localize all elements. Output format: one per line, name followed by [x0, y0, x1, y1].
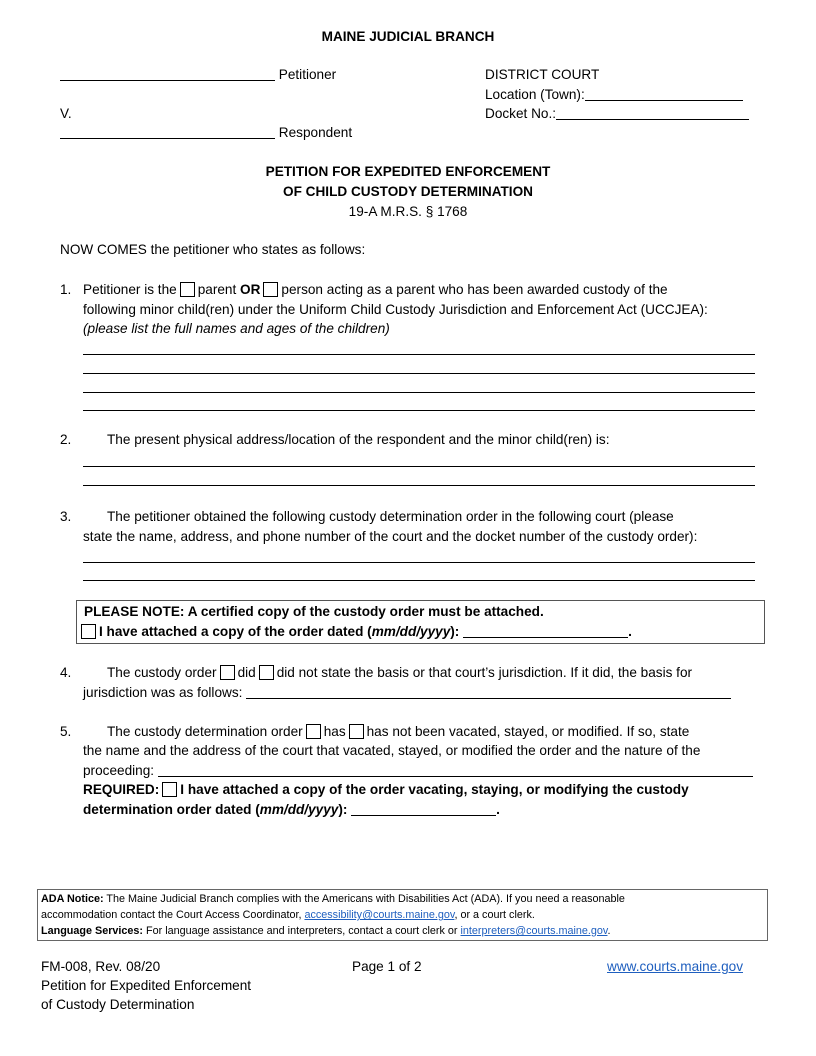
location-label: Location (Town):	[485, 87, 585, 102]
ada-line1	[41, 891, 625, 907]
item1-line2: following minor child(ren) under the Uniform Child Custody Jurisdiction and Enforcement Act (UCCJEA):	[83, 302, 708, 317]
form-name-1: Petition for Expedited Enforcement	[41, 978, 252, 993]
did-label: did	[237, 665, 256, 680]
item5-text: The custody determination order	[107, 724, 303, 739]
ada-text-3: , or a court clerk.	[454, 909, 535, 921]
address-line-2[interactable]	[83, 485, 755, 486]
required-date-label: determination order dated (	[83, 802, 260, 817]
respondent-name-field[interactable]	[60, 124, 275, 139]
required-row	[83, 780, 689, 800]
required-row-2: determination order dated (mm/dd/yyyy): .	[83, 802, 500, 817]
item4-line1	[107, 663, 692, 683]
item1-line1	[83, 280, 668, 300]
order-date-field[interactable]	[463, 623, 628, 638]
interpreters-email-link[interactable]: interpreters@courts.maine.gov	[460, 925, 608, 937]
court-label: DISTRICT COURT	[485, 67, 600, 82]
did-not-checkbox[interactable]	[259, 665, 274, 680]
note-box	[76, 600, 765, 644]
item5-line3	[83, 761, 753, 781]
jurisdiction-field[interactable]	[246, 684, 731, 699]
item3-line1: The petitioner obtained the following custody determination order in the following court (please	[107, 509, 674, 524]
form-name-2: of Custody Determination	[41, 997, 195, 1012]
versus: V.	[60, 106, 72, 121]
date-format: mm/dd/yyyy	[259, 802, 339, 817]
court-line-1[interactable]	[83, 562, 755, 563]
language-label: Language Services:	[41, 925, 144, 937]
order-attached-checkbox[interactable]	[81, 624, 96, 639]
children-line-3[interactable]	[83, 392, 755, 393]
item3-number: 3.	[60, 509, 72, 524]
has-not-label: has not been vacated, stayed, or modified. If so, state	[366, 724, 690, 739]
ada-text: The Maine Judicial Branch complies with the Americans with Disabilities Act (ADA). If you need a reasonable	[106, 893, 625, 905]
petitioner-name-field[interactable]	[60, 66, 275, 81]
has-not-checkbox[interactable]	[349, 724, 364, 739]
note-check-row: I have attached a copy of the order dated (mm/dd/yyyy): .	[81, 622, 632, 642]
has-checkbox[interactable]	[306, 724, 321, 739]
note-check-label: I have attached a copy of the order dated (	[99, 624, 372, 639]
date-format: mm/dd/yyyy	[371, 624, 451, 639]
address-line-1[interactable]	[83, 466, 755, 467]
court-line-2[interactable]	[83, 580, 755, 581]
location-field[interactable]	[585, 86, 743, 101]
note-check-label-end: ):	[450, 624, 460, 639]
proceeding-field[interactable]	[158, 762, 753, 777]
language-line	[41, 923, 610, 939]
proceeding-label: proceeding:	[83, 763, 155, 778]
vacating-order-attached-checkbox[interactable]	[162, 782, 177, 797]
item4-number: 4.	[60, 665, 72, 680]
period: .	[607, 925, 611, 937]
required-text: I have attached a copy of the order vacating, staying, or modifying the custody	[180, 782, 689, 797]
item1-hint: (please list the full names and ages of the children)	[83, 321, 390, 336]
petitioner-label: Petitioner	[278, 67, 337, 82]
or-label: OR	[240, 282, 261, 297]
children-line-2[interactable]	[83, 373, 755, 374]
item4-line2	[83, 683, 731, 703]
website-link-text[interactable]: www.courts.maine.gov	[607, 959, 743, 974]
children-line-1[interactable]	[83, 354, 755, 355]
intro: NOW COMES the petitioner who states as follows:	[60, 242, 366, 257]
ada-notice-box	[37, 889, 768, 941]
location-row	[485, 85, 743, 105]
did-checkbox[interactable]	[220, 665, 235, 680]
docket-field[interactable]	[556, 105, 749, 120]
item5-line2: the name and the address of the court that vacated, stayed, or modified the order and the nature of the	[83, 743, 701, 758]
note-text: PLEASE NOTE: A certified copy of the custody order must be attached.	[84, 604, 544, 619]
respondent-label: Respondent	[278, 125, 353, 140]
statute: 19-A M.R.S. § 1768	[348, 204, 468, 219]
accessibility-email-link[interactable]: accessibility@courts.maine.gov	[304, 909, 455, 921]
form-id: FM-008, Rev. 08/20	[41, 959, 161, 974]
website-link[interactable]	[607, 957, 743, 977]
jurisdiction-label: jurisdiction was as follows:	[83, 685, 243, 700]
ada-line2	[41, 907, 535, 923]
petitioner-row	[60, 65, 336, 85]
item4-text: The custody order	[107, 665, 217, 680]
item1-text: Petitioner is the	[83, 282, 177, 297]
ada-text-2: accommodation contact the Court Access Coordinator,	[41, 909, 302, 921]
page-number: Page 1 of 2	[352, 959, 422, 974]
did-not-label: did not state the basis or that court’s jurisdiction. If it did, the basis for	[276, 665, 693, 680]
acting-parent-label: person acting as a parent who has been awarded custody of the	[281, 282, 668, 297]
item5-number: 5.	[60, 724, 72, 739]
item1-number: 1.	[60, 282, 72, 297]
item2-text: The present physical address/location of the respondent and the minor child(ren) is:	[107, 432, 610, 447]
court-header: MAINE JUDICIAL BRANCH	[321, 29, 495, 44]
item5-line1	[107, 722, 689, 742]
docket-label: Docket No.:	[485, 106, 557, 121]
required-date-label-end: ):	[338, 802, 348, 817]
form-title-line1: PETITION FOR EXPEDITED ENFORCEMENT	[265, 164, 551, 179]
item2-number: 2.	[60, 432, 72, 447]
vacating-order-date-field[interactable]	[351, 801, 496, 816]
docket-row	[485, 104, 749, 124]
parent-checkbox[interactable]	[180, 282, 195, 297]
form-title-line2: OF CHILD CUSTODY DETERMINATION	[283, 184, 533, 199]
language-text: For language assistance and interpreters, contact a court clerk or	[146, 925, 458, 937]
has-label: has	[323, 724, 346, 739]
children-line-4[interactable]	[83, 410, 755, 411]
acting-parent-checkbox[interactable]	[263, 282, 278, 297]
ada-label: ADA Notice:	[41, 893, 104, 905]
respondent-row	[60, 123, 352, 143]
item3-line2: state the name, address, and phone number of the court and the docket number of the custody order):	[83, 529, 698, 544]
required-label: REQUIRED:	[83, 782, 160, 797]
parent-label: parent	[197, 282, 237, 297]
